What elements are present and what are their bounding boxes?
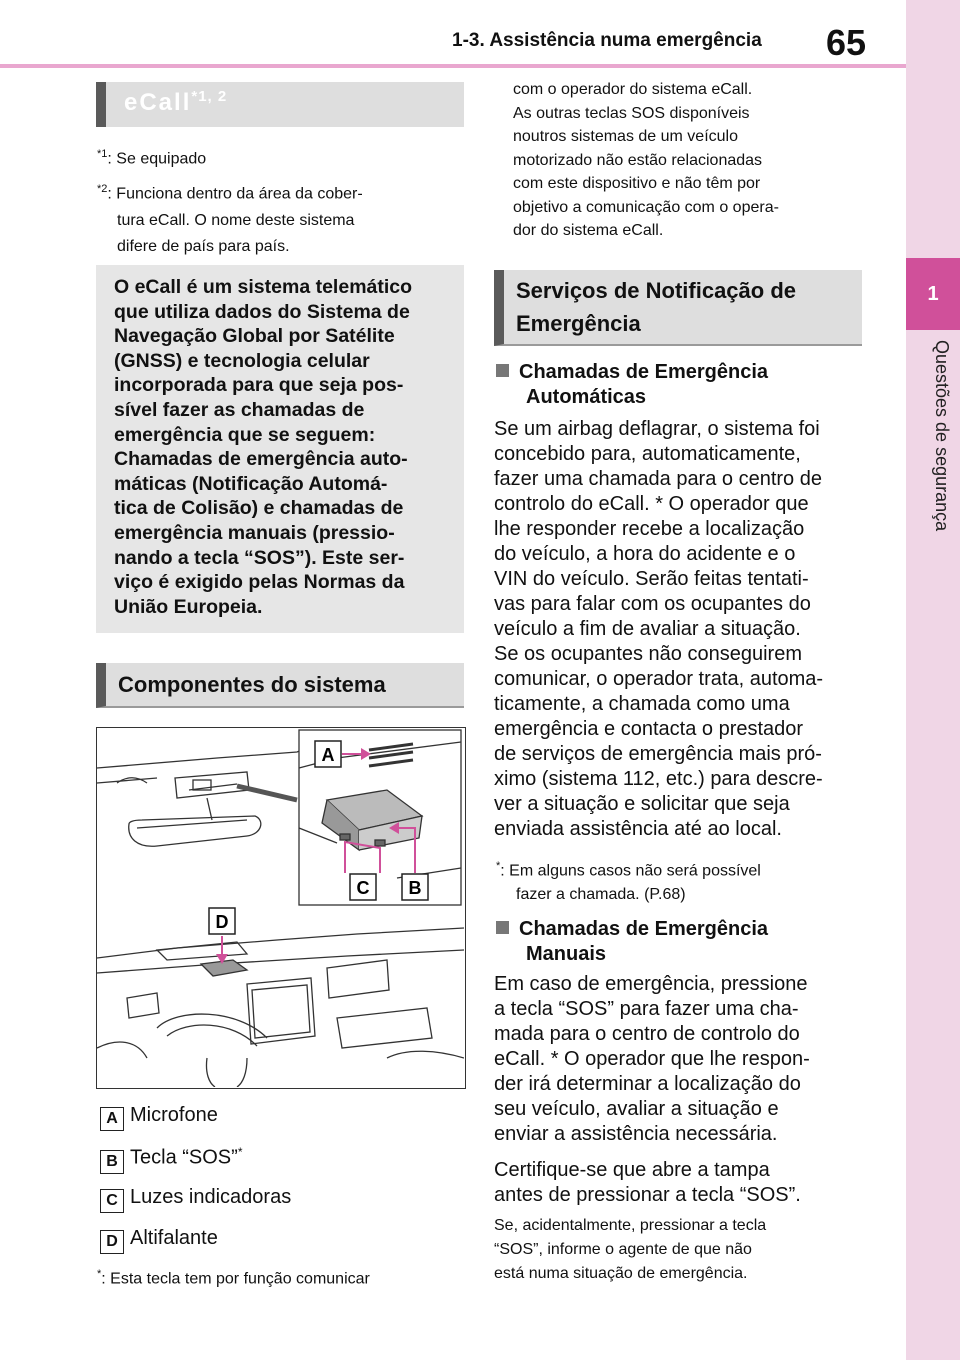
manual-calls-heading: Chamadas de Emergência Manuais [496, 917, 866, 967]
legend-text: Luzes indicadoras [130, 1186, 292, 1208]
services-title: Emergência [516, 311, 641, 336]
legend-item-c [100, 1186, 291, 1213]
sos-key-note [513, 78, 873, 243]
intro-line: tica de Colisão) e chamadas de [114, 497, 404, 520]
note-line: dor do sistema eCall. [513, 222, 664, 239]
intro-line: Chamadas de emergência auto- [114, 448, 408, 471]
footnote-2-cont: tura eCall. O nome deste sistema [117, 211, 355, 229]
legend-text: Microfone [130, 1104, 218, 1126]
chapter-title: Questões de segurança [932, 340, 952, 532]
square-bullet-icon [496, 921, 509, 934]
legend-badge-a: A [100, 1107, 124, 1131]
legend-footnote: *: Esta tecla tem por função comunicar [97, 1268, 370, 1288]
legend-text: Tecla “SOS” [130, 1146, 238, 1169]
legend-badge-b: B [100, 1150, 124, 1174]
legend-item-b [100, 1145, 242, 1174]
note-line: motorizado não estão relacionadas [513, 151, 763, 169]
figure-label-b: B [408, 878, 422, 898]
intro-line: nando a tecla “SOS”). Este ser- [114, 546, 405, 569]
legend-item-d [100, 1227, 218, 1254]
legend-footnote-mark: * [237, 1145, 243, 1159]
note-line: objetivo a comunicação com o opera- [513, 198, 779, 216]
services-title: Serviços de Notificação de [516, 278, 796, 303]
figure-label-d: D [215, 912, 229, 932]
manual-calls-note: Se, acidentalmente, pressionar a tecla “SOS”, informe o agente de que não está numa situação de emergência. [494, 1217, 767, 1282]
intro-line: União Europeia. [114, 595, 263, 618]
intro-line: máticas (Notificação Automá- [114, 472, 388, 495]
services-banner [494, 270, 862, 346]
intro-line: incorporada para que seja pos- [114, 374, 404, 397]
legend-badge-d: D [100, 1230, 124, 1254]
auto-calls-body: Se um airbag deflagrar, o sistema foi concebido para, automaticamente, fazer uma chamada para o centro de controlo do eCall. * O operador que lhe responder recebe a localização do veículo, a hora do acidente e o VIN do veículo. Serão feitas tentati- vas para falar com os ocupantes do veículo a fim de avaliar a situação. Se os ocupantes não conseguirem comunicar, o operador trata, automa- ticamente, a chamada como uma emergência e contacta o prestador de serviços de emergência mais pró- ximo (sistema 112, etc.) para descre- ver a situação e solicitar que seja enviada assistência até ao local. [494, 418, 824, 840]
intro-line: O eCall é um sistema telemático [114, 276, 413, 298]
footnote-1: $^{*1}$: Se equipado [97, 148, 207, 168]
figure-label-c: C [356, 878, 370, 898]
note-line: com o operador do sistema eCall. [513, 81, 753, 98]
chapter-number-tab[interactable]: 1 [906, 258, 960, 330]
figure-label-a: A [321, 745, 335, 765]
ecall-title: eCall [124, 89, 192, 116]
intro-line: emergência que se seguem: [114, 423, 376, 446]
intro-line: (GNSS) e tecnologia celular [114, 349, 370, 372]
car-interior-drawing [97, 728, 464, 1087]
components-title: Componentes do sistema [118, 672, 386, 697]
footnote-2: $^{*2}$: Funciona dentro da área da cober- [97, 183, 363, 203]
footnote-2-cont: difere de país para país. [117, 237, 290, 255]
section-title: 1-3. Assistência numa emergência [452, 30, 762, 51]
square-bullet-icon [496, 364, 509, 377]
note-line: noutros sistemas de um veículo [513, 128, 738, 145]
ecall-banner [96, 82, 464, 127]
system-components-illustration [96, 727, 466, 1089]
legend-badge-c: C [100, 1189, 124, 1213]
ecall-intro-box [96, 265, 464, 633]
manual-calls-body: Em caso de emergência, pressione a tecla “SOS” para fazer uma cha- mada para o centro de controlo do eCall. * O operador que lhe respon- der irá determinar a localização do seu veículo, avaliar a situação e enviar a assistência necessária. [494, 973, 810, 1145]
side-tab-background [906, 0, 960, 1360]
note-line: As outras teclas SOS disponíveis [513, 104, 750, 122]
intro-line: sível fazer as chamadas de [114, 398, 365, 421]
legend-item-a [100, 1104, 218, 1131]
page-number: 65 [826, 22, 867, 63]
auto-calls-heading: Chamadas de Emergência Automáticas [496, 360, 866, 410]
legend-text: Altifalante [130, 1227, 218, 1249]
ecall-footnote-marks: *1, 2 [191, 88, 228, 105]
ecall-footnotes [97, 142, 457, 259]
note-line: com este dispositivo e não têm por [513, 175, 761, 192]
auto-calls-footnote: *: Em alguns casos não será possível fazer a chamada. (P.68) [496, 860, 761, 904]
intro-line: que utiliza dados do Sistema de [114, 300, 410, 323]
intro-line: viço é exigido pelas Normas da [114, 571, 405, 594]
header-rule [0, 64, 906, 68]
intro-line: emergência manuais (pressio- [114, 521, 395, 544]
manual-calls-body-2: Certifique-se que abre a tampa antes de pressionar a tecla “SOS”. [494, 1159, 801, 1206]
components-banner [96, 663, 464, 708]
intro-line: Navegação Global por Satélite [114, 325, 395, 348]
